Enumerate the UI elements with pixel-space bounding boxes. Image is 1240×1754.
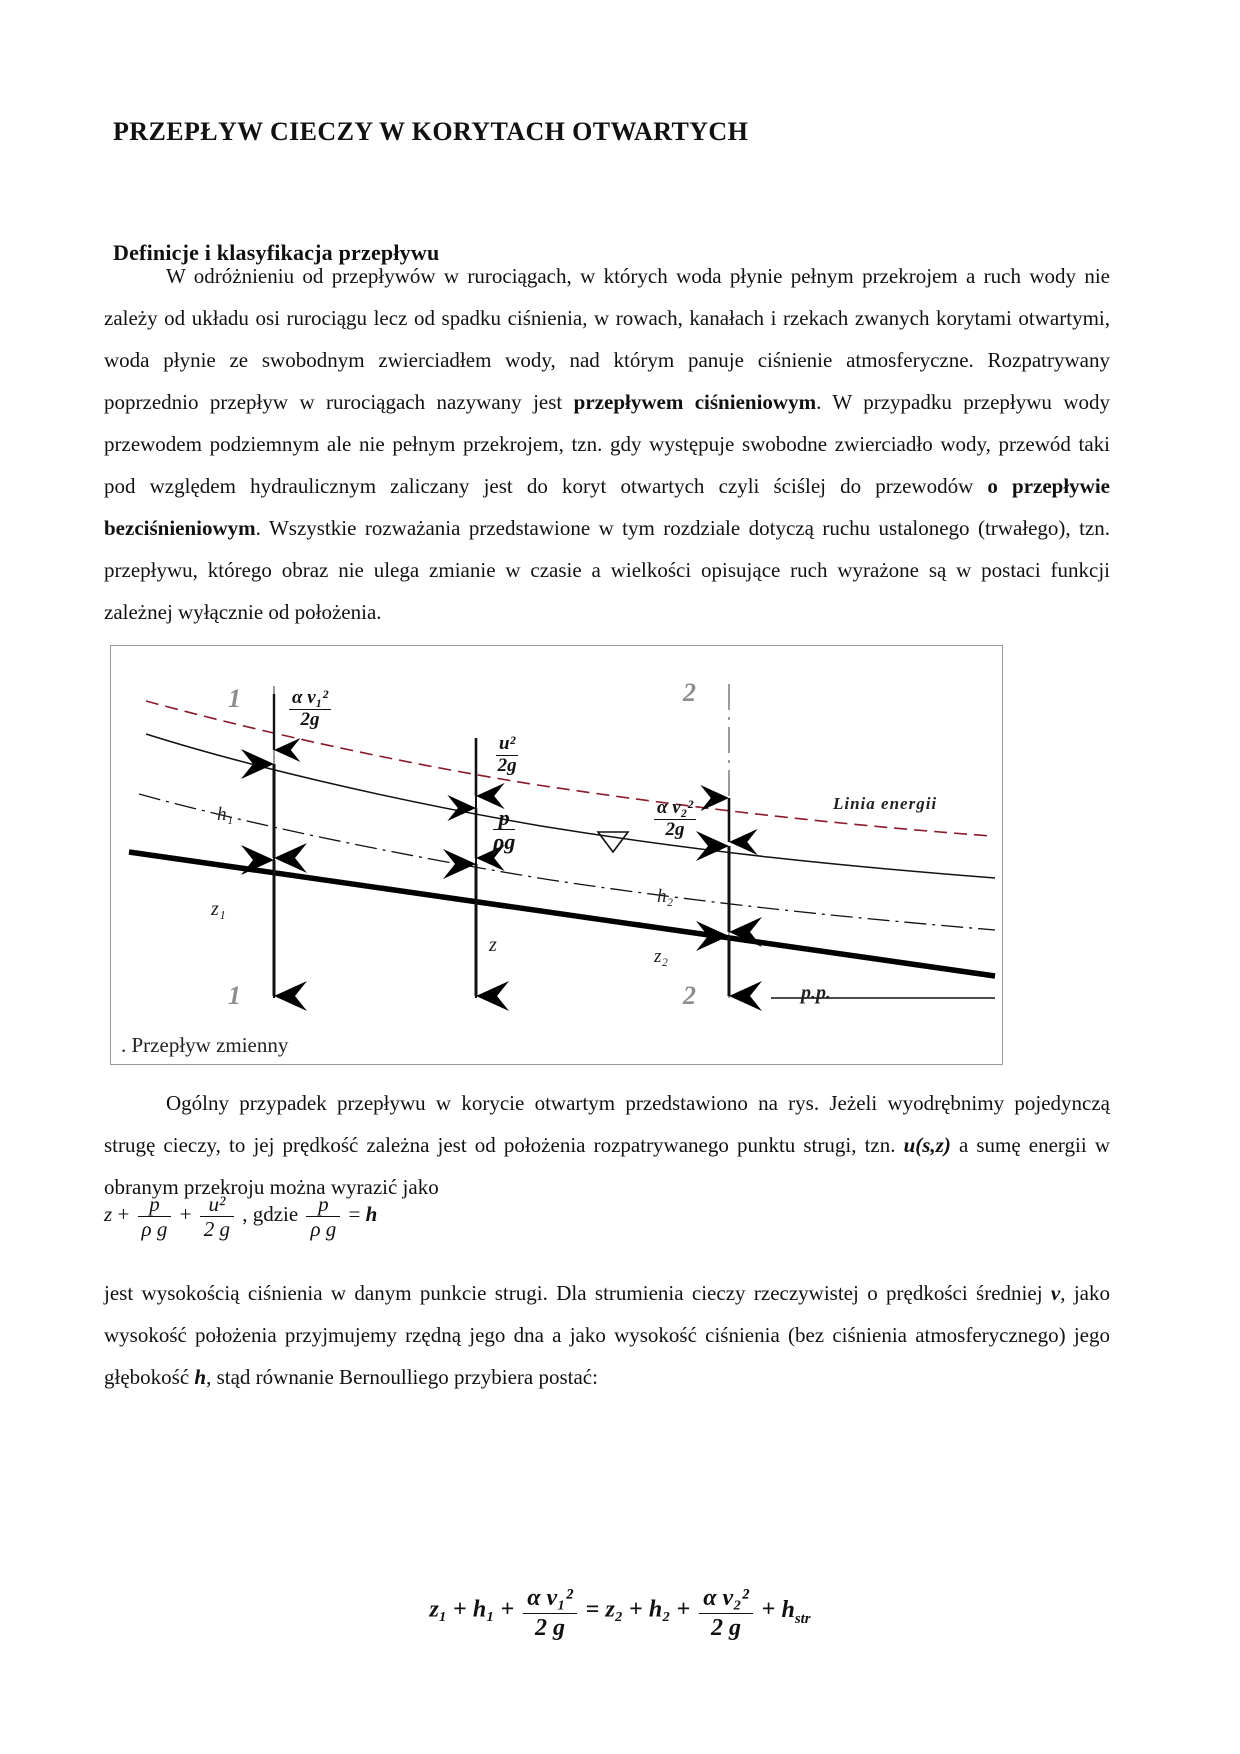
formula-p-over-rho-g-2: $\frac{p}{\text{ρ g}}$ xyxy=(306,1192,340,1242)
paragraph1-part3: . Wszystkie rozważania przedstawione w tym rozdziale dotyczą ruchu ustalonego (trwałego), tzn. przepływu, którego obraz nie ulega zmianie w czasie a wielkości opisujące ruch wyrażone są w postaci funkcji zależnej wyłącznie od położenia. xyxy=(104,516,1110,624)
figure-diagram xyxy=(111,646,1002,1064)
paragraph3-italic-h: h xyxy=(194,1365,207,1389)
paragraph1-part2: . W przypadku przepływu wody przewodem podziemnym ale nie pełnym przekrojem, tzn. gdy występuje swobodne zwierciadło wody, przewód taki pod względem hydraulicznym zaliczany jest do koryt otwartych czyli ściślej do przewodów xyxy=(104,390,1110,498)
formula-u-squared-over-2g: $\frac{\text{u²}}{2 g}$ xyxy=(200,1192,234,1242)
piezometric-dashdot-line xyxy=(139,794,995,930)
eq-plus-3: + xyxy=(629,1596,643,1623)
paragraph-definitions xyxy=(104,255,1110,633)
paragraph1-bold2: o przepływie bezciśnieniowym xyxy=(104,474,1110,540)
eq-plus-5: + xyxy=(761,1596,776,1623)
label-section-2-top: 2 xyxy=(683,678,696,707)
formula-p-over-rho-g: $\frac{p}{\text{ρ g}}$ xyxy=(138,1192,172,1242)
paragraph3-part3: , stąd równanie Bernoulliego przybiera postać: xyxy=(206,1365,598,1389)
eq-equals: = xyxy=(585,1596,600,1623)
label-section-1-top: 1 xyxy=(228,684,241,713)
eq-z1: z₁ xyxy=(429,1596,448,1623)
formula-z: z xyxy=(104,1202,113,1227)
label-energy-line: Linia energii xyxy=(833,794,938,813)
formula-plus-1: + xyxy=(117,1202,130,1227)
eq-h-str: $h_{str}$ xyxy=(781,1596,811,1627)
label-alpha-v2-over-2g: α v₂² 2g xyxy=(654,798,696,841)
eq-plus-1: + xyxy=(453,1596,467,1623)
paragraph2-italic-usz: u(s,z) xyxy=(903,1133,951,1157)
formula-equals: = xyxy=(348,1202,361,1227)
paragraph1-part1: W odróżnieniu od przepływów w rurociągach, w których woda płynie pełnym przekrojem a ruch wody nie zależy od układu osi rurociągu lecz od spadku ciśnienia, w rowach, kanałach i rzekach zwanych korytami otwartymi, woda płynie ze swobodnym zwierciadłem wody, nad którym panuje ciśnienie atmosferyczne. Rozpatrywany poprzednio przepływ w rurociągach nazywany jest xyxy=(104,264,1110,414)
page-title: PRZEPŁYW CIECZY W KORYTACH OTWARTYCH xyxy=(113,117,749,147)
eq-plus-2: + xyxy=(500,1596,515,1623)
formula-gdzie: , gdzie xyxy=(242,1202,299,1227)
eq-alpha-v1-over-2g: $\frac{\text{α v₁²}}{2 g}$ xyxy=(523,1585,577,1642)
eq-plus-4: + xyxy=(676,1596,691,1623)
paragraph3-italic-v: v xyxy=(1050,1281,1061,1305)
paragraph3-part2: , jako wysokość położenia przyjmujemy rzędną jego dna a jako wysokość ciśnienia (bez ciśnienia atmosferycznego) jego głębokość xyxy=(104,1281,1111,1389)
label-z1: z₁ xyxy=(211,898,226,920)
paragraph3-part1: jest wysokością ciśnienia w danym punkcie strugi. Dla strumienia cieczy rzeczywistej o prędkości średniej xyxy=(104,1281,1051,1305)
paragraph1-bold1: przepływem ciśnieniowym xyxy=(573,390,817,414)
channel-bottom-line xyxy=(129,852,995,976)
formula-plus-2: + xyxy=(179,1202,192,1227)
label-h2: h₂ xyxy=(657,886,674,907)
paragraph-bernoulli-intro xyxy=(104,1272,1110,1398)
inline-formula-energy-sum xyxy=(104,1192,1110,1252)
paragraph2-text-mid: a sumę energii w obranym przekroju można wyrazić jako xyxy=(104,1133,1110,1199)
figure-caption: . Przepływ zmienny xyxy=(121,1033,289,1057)
section-subheading: Definicje i klasyfikacja przepływu xyxy=(113,240,440,266)
eq-h1: h₁ xyxy=(472,1596,495,1623)
label-z: z xyxy=(489,934,497,956)
label-section-2-bottom: 2 xyxy=(683,981,696,1010)
figure-open-channel-flow xyxy=(110,645,1003,1065)
label-z2: z₂ xyxy=(654,946,668,967)
label-h1: h₁ xyxy=(217,804,234,825)
eq-h2: h₂ xyxy=(648,1596,671,1623)
bernoulli-equation xyxy=(0,1585,1240,1642)
paragraph-general-case xyxy=(104,1082,1110,1208)
label-alpha-v1-over-2g: α v₁² 2g xyxy=(289,688,331,731)
eq-z2: z₂ xyxy=(605,1596,624,1623)
formula-h: h xyxy=(365,1202,378,1227)
label-p-over-rho-g: p ρg xyxy=(493,805,516,855)
label-section-1-bottom: 1 xyxy=(228,981,241,1010)
label-u-squared-over-2g: u² 2g xyxy=(497,733,517,776)
eq-alpha-v2-over-2g: $\frac{\text{α v₂²}}{2 g}$ xyxy=(699,1585,753,1642)
label-datum-pp: p.p. xyxy=(801,982,831,1004)
paragraph2-text-before: Ogólny przypadek przepływu w korycie otwartym przedstawiono na rys. Jeżeli wyodrębnimy pojedynczą strugę cieczy, to jej prędkość zależna jest od położenia rozpatrywanego punktu strugi, tzn. xyxy=(104,1091,1110,1157)
